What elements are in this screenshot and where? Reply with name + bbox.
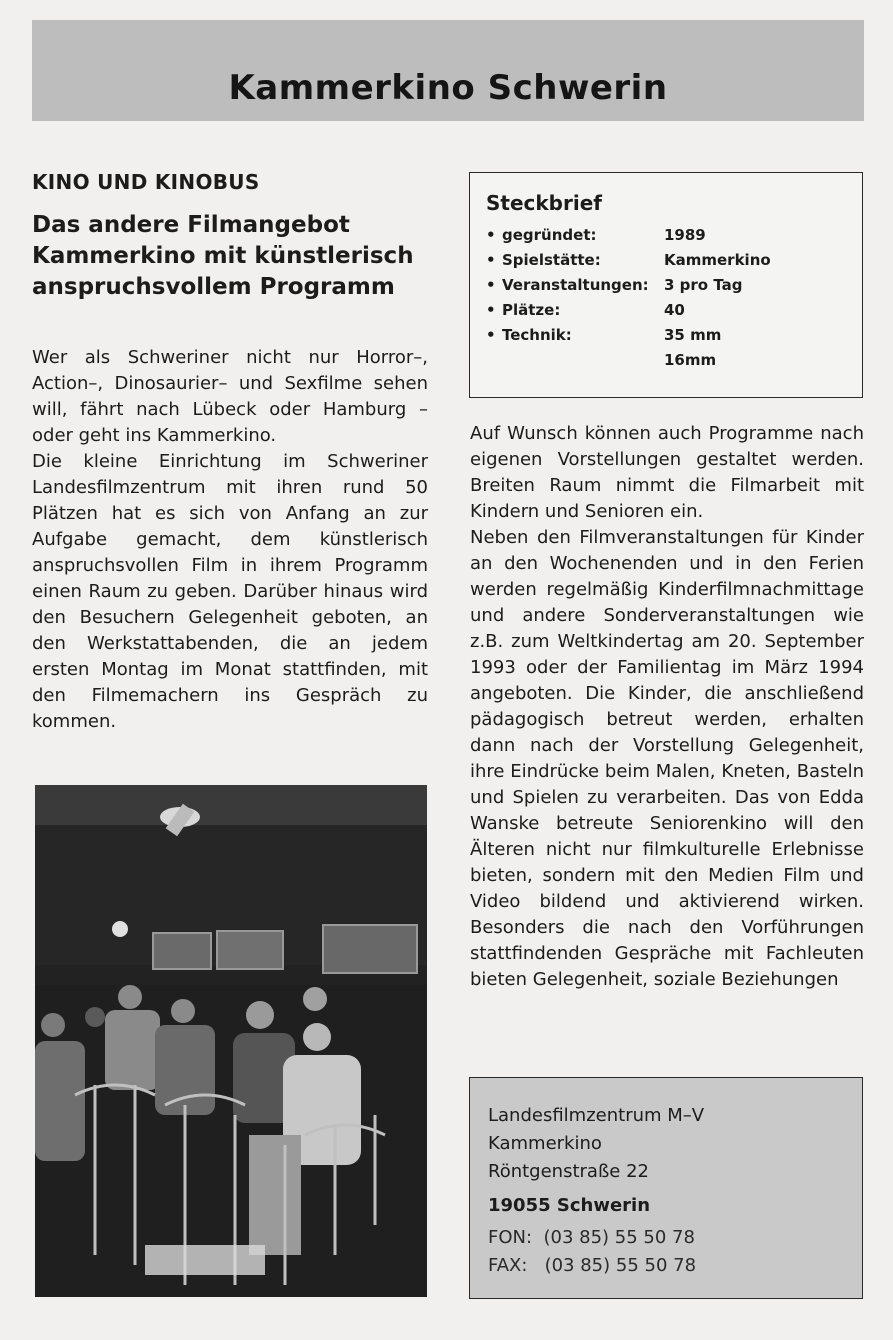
left-paragraph-2: Die kleine Einrichtung im Schweriner Landesfilmzentrum mit ihren rund 50 Plätzen hat es sich von Anfang an zur Aufgabe gemacht, dem künstlerisch anspruchsvollen Film in ihrem Programm einen Raum zu geben. Darüber hinaus wird den Besuchern Gelegenheit geboten, an den Werkstattabenden, die an jedem ersten Montag im Monat stattfinden, mit den Filmemachern ins Gespräch zu kommen. [32, 451, 428, 732]
fact-value: Kammerkino [664, 251, 771, 269]
fact-value: 35 mm 16mm [664, 326, 722, 369]
left-body-text [32, 345, 428, 735]
bullet-icon: • [486, 301, 496, 319]
bullet-icon: • [486, 226, 496, 244]
left-column [32, 170, 428, 735]
address-phone: FON: (03 85) 55 50 78 [488, 1227, 695, 1248]
headline-line-3: anspruchsvollem Programm [32, 274, 395, 300]
address-fax: FAX: (03 85) 55 50 78 [488, 1255, 697, 1276]
fact-box-title: Steckbrief [486, 191, 602, 215]
fact-value: 1989 [664, 226, 706, 244]
address-organization: Landesfilmzentrum M–V [488, 1105, 705, 1126]
fact-box [469, 172, 863, 398]
fact-label: Spielstätte: [502, 251, 601, 269]
bullet-icon: • [486, 326, 496, 344]
fact-value: 3 pro Tag [664, 276, 743, 294]
right-paragraph-2: Neben den Filmveranstaltungen für Kinder an den Wochenenden und in den Ferien werden regelmäßig Kinderfilmnachmittage und andere Sonderveranstaltungen wie z.B. zum Weltkindertag am 20. September 1993 oder der Familientag im März 1994 angeboten. Die Kinder, die anschließend pädagogisch betreut werden, erhalten dann nach der Vorstellung Gelegenheit, ihre Eindrücke beim Malen, Kneten, Basteln und Spielen zu verarbeiten. Das von Edda Wanske betreute Seniorenkino will den Älteren nicht nur filmkulturelle Erlebnisse bieten, sondern mit den Medien Film und Video bildend und aktivierend wirken. Besonders die nach den Vorführungen stattfindenden Gespräche mit Fachleuten bieten Gelegenheit, soziale Beziehungen [470, 527, 864, 990]
address-box [469, 1077, 863, 1299]
bullet-icon: • [486, 276, 496, 294]
fact-label: gegründet: [502, 226, 597, 244]
article-headline [32, 210, 428, 303]
fact-value: 40 [664, 301, 685, 319]
address-street: Röntgenstraße 22 [488, 1161, 649, 1182]
fact-item [486, 298, 846, 323]
bullet-icon: • [486, 251, 496, 269]
title-banner [32, 20, 864, 121]
headline-line-1: Das andere Filmangebot [32, 212, 350, 238]
cinema-audience-photo [35, 785, 427, 1297]
fact-item [486, 223, 846, 248]
page-title: Kammerkino Schwerin [228, 68, 668, 108]
fact-item [486, 273, 846, 298]
fact-item [486, 248, 846, 273]
right-paragraph-1: Auf Wunsch können auch Programme nach eigenen Vorstellungen gestaltet werden. Breiten Raum nimmt die Filmarbeit mit Kindern und Senioren ein. [470, 423, 864, 522]
right-body-text [470, 421, 864, 993]
headline-line-2: Kammerkino mit künstlerisch [32, 243, 414, 269]
fact-item [486, 323, 846, 373]
fact-list [486, 223, 846, 373]
address-venue: Kammerkino [488, 1133, 602, 1154]
address-city: 19055 Schwerin [488, 1195, 651, 1216]
fact-label: Technik: [502, 326, 572, 344]
left-paragraph-1: Wer als Schweriner nicht nur Horror–, Action–, Dinosaurier– und Sexfilme sehen will, fährt nach Lübeck oder Hamburg – oder geht ins Kammerkino. [32, 347, 428, 446]
section-label: KINO UND KINOBUS [32, 170, 260, 194]
fact-label: Veranstaltungen: [502, 276, 649, 294]
fact-label: Plätze: [502, 301, 561, 319]
